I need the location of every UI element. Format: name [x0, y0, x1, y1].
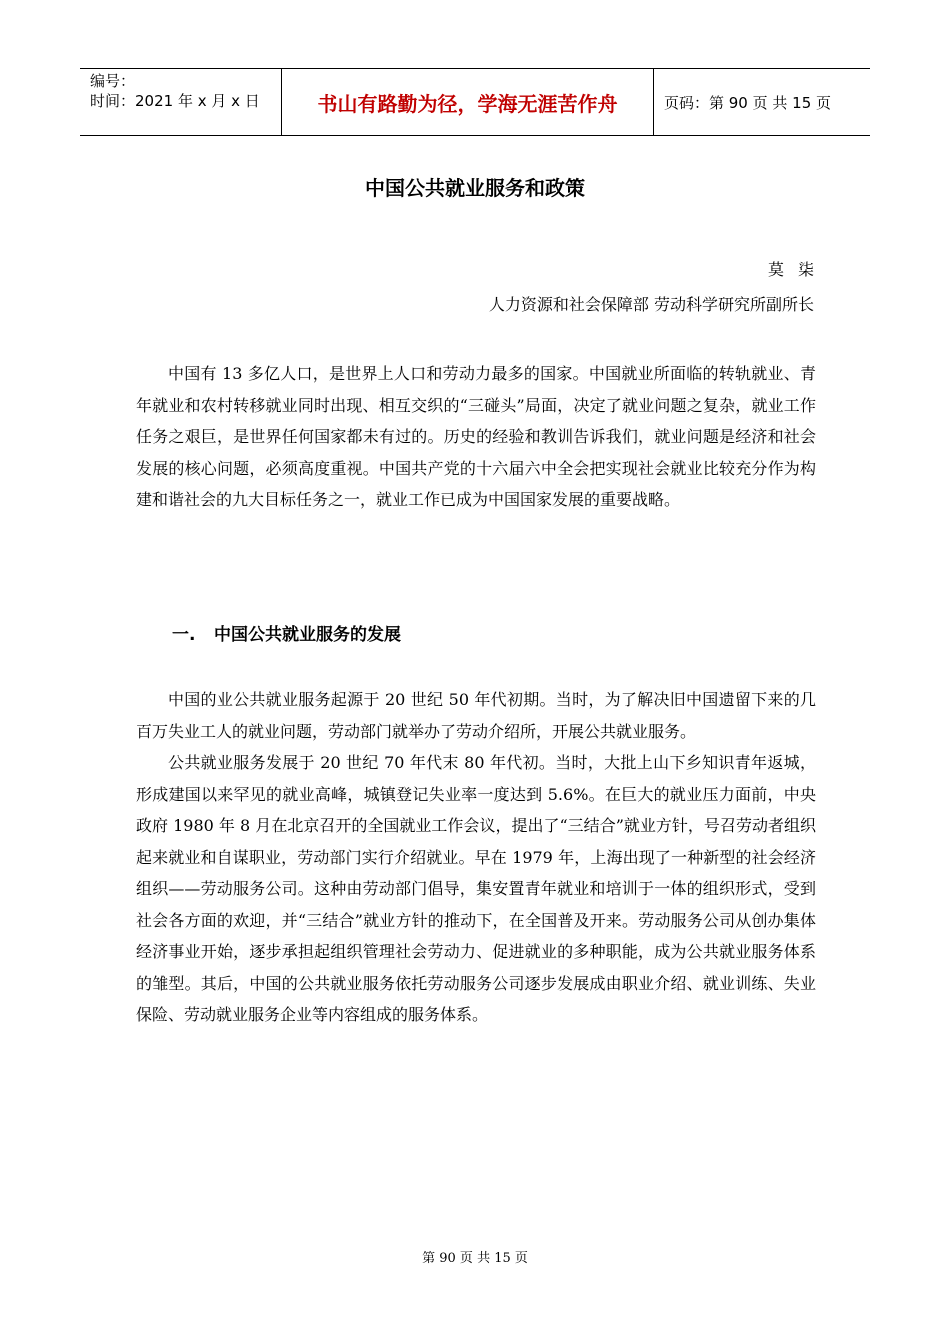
- page-footer: 第 90 页 共 15 页: [422, 1251, 528, 1266]
- number-label: 编号：: [90, 72, 136, 90]
- intro-paragraph: 中国有 13 多亿人口，是世界上人口和劳动力最多的国家。中国就业所面临的转轨就业、青年就业和农村转移就业同时出现、相互交织的“三碰头”局面，决定了就业问题之复杂，就业工作任务之艰巨，是世界任何国家都未有过的。历史的经验和教训告诉我们，就业问题是经济和社会发展的核心问题，必须高度重视。中国共产党的十六届六中全会把实现社会就业比较充分作为构建和谐社会的九大目标任务之一，就业工作已成为中国国家发展的重要战略。: [136, 364, 816, 509]
- author-affiliation: 人力资源和社会保障部 劳动科学研究所副所长: [488, 295, 814, 314]
- page-header: [80, 68, 870, 136]
- document-title: 中国公共就业服务和政策: [365, 176, 585, 200]
- section-paragraph: 公共就业服务发展于 20 世纪 70 年代末 80 年代初。当时，大批上山下乡知识青年返城，形成建国以来罕见的就业高峰，城镇登记失业率一度达到 5.6%。在巨大的就业压力面前，中央政府 1980 年 8 月在北京召开的全国就业工作会议，提出了“三结合”就业方针，号召劳动者组织起来就业和自谋职业，劳动部门实行介绍就业。早在 1979 年，上海出现了一种新型的社会经济组织——劳动服务公司。这种由劳动部门倡导，集安置青年就业和培训于一体的组织形式，受到社会各方面的欢迎，并“三结合”就业方针的推动下，在全国普及开来。劳动服务公司从创办集体经济事业开始，逐步承担起组织管理社会劳动力、促进就业的多种职能，成为公共就业服务体系的雏型。其后，中国的公共就业服务依托劳动服务公司逐步发展成由职业介绍、就业训练、失业保险、劳动就业服务企业等内容组成的服务体系。: [136, 753, 816, 1024]
- time-label: 时间：2021 年 x 月 x 日: [90, 92, 260, 110]
- section-paragraph: 中国的业公共就业服务起源于 20 世纪 50 年代初期。当时，为了解决旧中国遗留下来的几百万失业工人的就业问题，劳动部门就举办了劳动介绍所，开展公共就业服务。: [136, 690, 816, 741]
- header-page-info: 页码：第 90 页 共 15 页: [664, 93, 832, 112]
- section-number: 一.: [172, 625, 196, 645]
- intro-block: [136, 358, 816, 516]
- header-meta: [80, 69, 282, 135]
- author-name: 莫柒: [767, 260, 828, 279]
- section-heading: [172, 620, 401, 645]
- header-motto: 书山有路勤为径，学海无涯苦作舟: [282, 69, 654, 135]
- section-body: [136, 684, 816, 1031]
- section-title: 中国公共就业服务的发展: [214, 625, 401, 645]
